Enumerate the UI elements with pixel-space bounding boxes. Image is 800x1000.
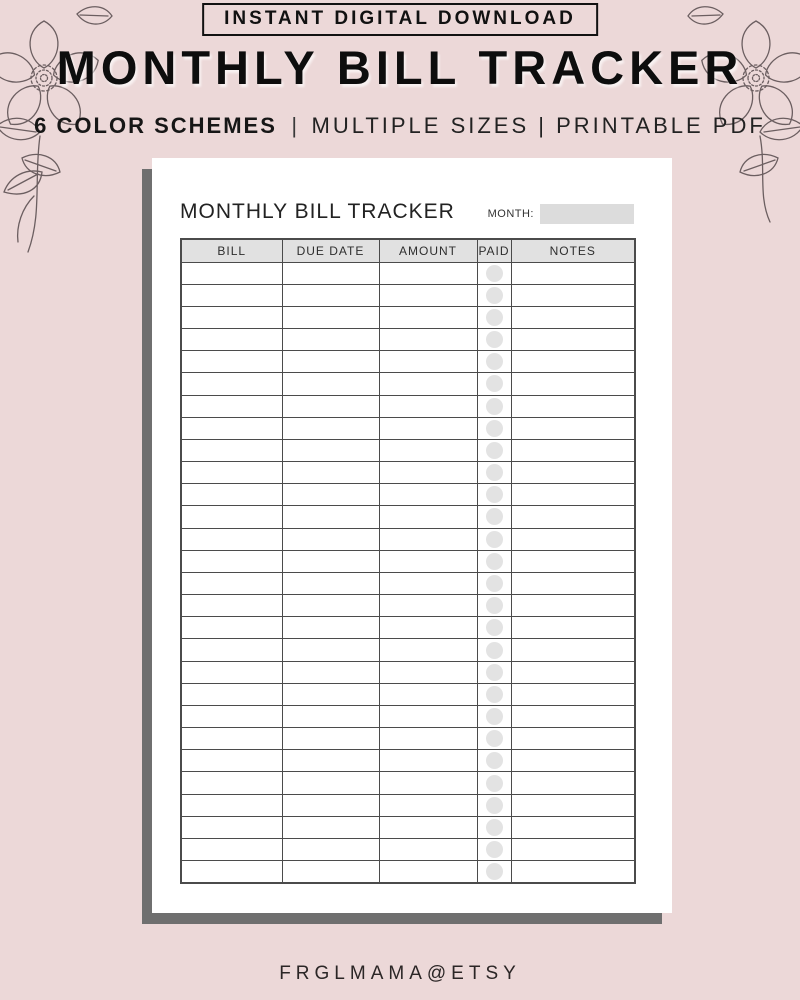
cell-bill xyxy=(181,705,282,727)
cell-notes xyxy=(511,683,635,705)
page-title: MONTHLY BILL TRACKER xyxy=(56,41,744,94)
cell-notes xyxy=(511,373,635,395)
cell-due-date xyxy=(282,417,379,439)
table-row xyxy=(181,705,635,727)
cell-paid xyxy=(477,550,511,572)
cell-due-date xyxy=(282,617,379,639)
cell-paid xyxy=(477,439,511,461)
shop-credit: FRGLMAMA@ETSY xyxy=(279,963,521,984)
cell-due-date xyxy=(282,373,379,395)
table-row xyxy=(181,439,635,461)
cell-paid xyxy=(477,484,511,506)
subtitle-separator: | xyxy=(291,113,298,138)
cell-amount xyxy=(379,750,477,772)
cell-due-date xyxy=(282,572,379,594)
paid-circle-icon xyxy=(486,486,503,503)
cell-amount xyxy=(379,284,477,306)
cell-paid xyxy=(477,395,511,417)
cell-paid xyxy=(477,639,511,661)
cell-bill xyxy=(181,351,282,373)
cell-bill xyxy=(181,794,282,816)
cell-notes xyxy=(511,484,635,506)
cell-notes xyxy=(511,306,635,328)
column-header-due-date: DUE DATE xyxy=(282,239,379,262)
cell-due-date xyxy=(282,661,379,683)
cell-notes xyxy=(511,528,635,550)
paid-circle-icon xyxy=(486,863,503,880)
cell-amount xyxy=(379,462,477,484)
cell-bill xyxy=(181,373,282,395)
cell-due-date xyxy=(282,484,379,506)
cell-notes xyxy=(511,595,635,617)
cell-amount xyxy=(379,351,477,373)
cell-bill xyxy=(181,284,282,306)
cell-amount xyxy=(379,329,477,351)
subtitle xyxy=(0,113,800,139)
cell-amount xyxy=(379,705,477,727)
paid-circle-icon xyxy=(486,331,503,348)
paid-circle-icon xyxy=(486,752,503,769)
column-header-paid: PAID xyxy=(477,239,511,262)
cell-paid xyxy=(477,528,511,550)
cell-due-date xyxy=(282,750,379,772)
table-row xyxy=(181,772,635,794)
cell-due-date xyxy=(282,683,379,705)
cell-due-date xyxy=(282,838,379,860)
cell-amount xyxy=(379,373,477,395)
cell-amount xyxy=(379,794,477,816)
paid-circle-icon xyxy=(486,597,503,614)
table-header xyxy=(181,239,635,262)
cell-amount xyxy=(379,484,477,506)
table-row xyxy=(181,794,635,816)
cell-notes xyxy=(511,262,635,284)
paid-circle-icon xyxy=(486,841,503,858)
paid-circle-icon xyxy=(486,508,503,525)
cell-bill xyxy=(181,484,282,506)
cell-paid xyxy=(477,617,511,639)
cell-due-date xyxy=(282,816,379,838)
cell-due-date xyxy=(282,284,379,306)
cell-bill xyxy=(181,728,282,750)
cell-notes xyxy=(511,284,635,306)
cell-bill xyxy=(181,661,282,683)
cell-notes xyxy=(511,572,635,594)
paid-circle-icon xyxy=(486,686,503,703)
table-row xyxy=(181,683,635,705)
paid-circle-icon xyxy=(486,730,503,747)
cell-bill xyxy=(181,683,282,705)
table-row xyxy=(181,351,635,373)
cell-amount xyxy=(379,772,477,794)
cell-due-date xyxy=(282,351,379,373)
cell-due-date xyxy=(282,439,379,461)
cell-notes xyxy=(511,395,635,417)
cell-amount xyxy=(379,306,477,328)
table-row xyxy=(181,329,635,351)
table-row xyxy=(181,838,635,860)
month-label: MONTH: xyxy=(487,208,534,220)
cell-due-date xyxy=(282,639,379,661)
cell-paid xyxy=(477,417,511,439)
cell-bill xyxy=(181,329,282,351)
cell-bill xyxy=(181,861,282,883)
cell-bill xyxy=(181,439,282,461)
cell-due-date xyxy=(282,462,379,484)
cell-due-date xyxy=(282,705,379,727)
cell-notes xyxy=(511,351,635,373)
instant-download-banner xyxy=(202,3,598,36)
printable-preview xyxy=(152,158,672,913)
cell-notes xyxy=(511,506,635,528)
cell-bill xyxy=(181,550,282,572)
cell-bill xyxy=(181,462,282,484)
cell-due-date xyxy=(282,262,379,284)
cell-bill xyxy=(181,572,282,594)
cell-paid xyxy=(477,595,511,617)
cell-bill xyxy=(181,750,282,772)
cell-notes xyxy=(511,705,635,727)
subtitle-light: MULTIPLE SIZES | PRINTABLE PDF xyxy=(311,113,766,138)
cell-amount xyxy=(379,395,477,417)
form-title: MONTHLY BILL TRACKER xyxy=(180,200,455,223)
cell-amount xyxy=(379,728,477,750)
cell-paid xyxy=(477,262,511,284)
paid-circle-icon xyxy=(486,664,503,681)
cell-amount xyxy=(379,816,477,838)
form-header xyxy=(180,190,634,226)
month-field xyxy=(488,204,634,226)
cell-paid xyxy=(477,351,511,373)
cell-paid xyxy=(477,661,511,683)
cell-paid xyxy=(477,750,511,772)
cell-amount xyxy=(379,528,477,550)
table-row xyxy=(181,528,635,550)
cell-bill xyxy=(181,595,282,617)
paid-circle-icon xyxy=(486,619,503,636)
cell-paid xyxy=(477,728,511,750)
paid-circle-icon xyxy=(486,642,503,659)
paid-circle-icon xyxy=(486,375,503,392)
cell-due-date xyxy=(282,306,379,328)
cell-notes xyxy=(511,772,635,794)
cell-paid xyxy=(477,373,511,395)
cell-due-date xyxy=(282,528,379,550)
cell-notes xyxy=(511,639,635,661)
cell-notes xyxy=(511,417,635,439)
column-header-amount: AMOUNT xyxy=(379,239,477,262)
table-row xyxy=(181,462,635,484)
cell-paid xyxy=(477,861,511,883)
table-row xyxy=(181,572,635,594)
table-row xyxy=(181,816,635,838)
paid-circle-icon xyxy=(486,309,503,326)
cell-amount xyxy=(379,838,477,860)
cell-paid xyxy=(477,284,511,306)
cell-notes xyxy=(511,794,635,816)
cell-amount xyxy=(379,572,477,594)
table-row xyxy=(181,617,635,639)
paid-circle-icon xyxy=(486,398,503,415)
cell-bill xyxy=(181,772,282,794)
paid-circle-icon xyxy=(486,819,503,836)
cell-amount xyxy=(379,506,477,528)
cell-bill xyxy=(181,306,282,328)
paid-circle-icon xyxy=(486,464,503,481)
cell-paid xyxy=(477,705,511,727)
cell-notes xyxy=(511,661,635,683)
cell-amount xyxy=(379,639,477,661)
cell-bill xyxy=(181,395,282,417)
cell-bill xyxy=(181,506,282,528)
cell-notes xyxy=(511,750,635,772)
cell-bill xyxy=(181,528,282,550)
table-row xyxy=(181,550,635,572)
cell-paid xyxy=(477,572,511,594)
table-row xyxy=(181,861,635,883)
cell-amount xyxy=(379,661,477,683)
cell-due-date xyxy=(282,861,379,883)
cell-paid xyxy=(477,462,511,484)
table-row xyxy=(181,639,635,661)
cell-notes xyxy=(511,329,635,351)
cell-due-date xyxy=(282,728,379,750)
cell-due-date xyxy=(282,506,379,528)
cell-due-date xyxy=(282,550,379,572)
cell-notes xyxy=(511,617,635,639)
cell-notes xyxy=(511,462,635,484)
cell-due-date xyxy=(282,395,379,417)
paid-circle-icon xyxy=(486,442,503,459)
cell-notes xyxy=(511,728,635,750)
paid-circle-icon xyxy=(486,531,503,548)
cell-bill xyxy=(181,417,282,439)
column-header-bill: BILL xyxy=(181,239,282,262)
table-row xyxy=(181,595,635,617)
paid-circle-icon xyxy=(486,775,503,792)
cell-bill xyxy=(181,639,282,661)
cell-amount xyxy=(379,262,477,284)
table-row xyxy=(181,750,635,772)
paid-circle-icon xyxy=(486,575,503,592)
subtitle-bold: 6 COLOR SCHEMES xyxy=(34,113,277,138)
cell-notes xyxy=(511,861,635,883)
cell-amount xyxy=(379,439,477,461)
cell-bill xyxy=(181,838,282,860)
cell-amount xyxy=(379,861,477,883)
cell-paid xyxy=(477,772,511,794)
table-row xyxy=(181,506,635,528)
table-row xyxy=(181,306,635,328)
table-row xyxy=(181,417,635,439)
table-row xyxy=(181,373,635,395)
month-input-box xyxy=(540,204,634,224)
cell-due-date xyxy=(282,772,379,794)
cell-paid xyxy=(477,838,511,860)
table-row xyxy=(181,484,635,506)
cell-notes xyxy=(511,550,635,572)
banner-label: INSTANT DIGITAL DOWNLOAD xyxy=(224,8,576,29)
cell-paid xyxy=(477,794,511,816)
paid-circle-icon xyxy=(486,797,503,814)
cell-amount xyxy=(379,595,477,617)
column-header-notes: NOTES xyxy=(511,239,635,262)
cell-paid xyxy=(477,329,511,351)
bill-table xyxy=(180,238,636,884)
paid-circle-icon xyxy=(486,708,503,725)
cell-paid xyxy=(477,506,511,528)
cell-bill xyxy=(181,816,282,838)
paid-circle-icon xyxy=(486,265,503,282)
cell-notes xyxy=(511,838,635,860)
table-row xyxy=(181,728,635,750)
cell-paid xyxy=(477,306,511,328)
cell-amount xyxy=(379,683,477,705)
paid-circle-icon xyxy=(486,553,503,570)
table-body xyxy=(181,262,635,883)
cell-notes xyxy=(511,439,635,461)
table-row xyxy=(181,284,635,306)
paid-circle-icon xyxy=(486,353,503,370)
table-row xyxy=(181,262,635,284)
table-row xyxy=(181,661,635,683)
table-row xyxy=(181,395,635,417)
cell-bill xyxy=(181,617,282,639)
cell-bill xyxy=(181,262,282,284)
cell-paid xyxy=(477,683,511,705)
table-header-row xyxy=(181,239,635,262)
paid-circle-icon xyxy=(486,287,503,304)
cell-amount xyxy=(379,550,477,572)
cell-due-date xyxy=(282,794,379,816)
cell-paid xyxy=(477,816,511,838)
paid-circle-icon xyxy=(486,420,503,437)
cell-notes xyxy=(511,816,635,838)
cell-amount xyxy=(379,417,477,439)
cell-due-date xyxy=(282,329,379,351)
cell-due-date xyxy=(282,595,379,617)
cell-amount xyxy=(379,617,477,639)
